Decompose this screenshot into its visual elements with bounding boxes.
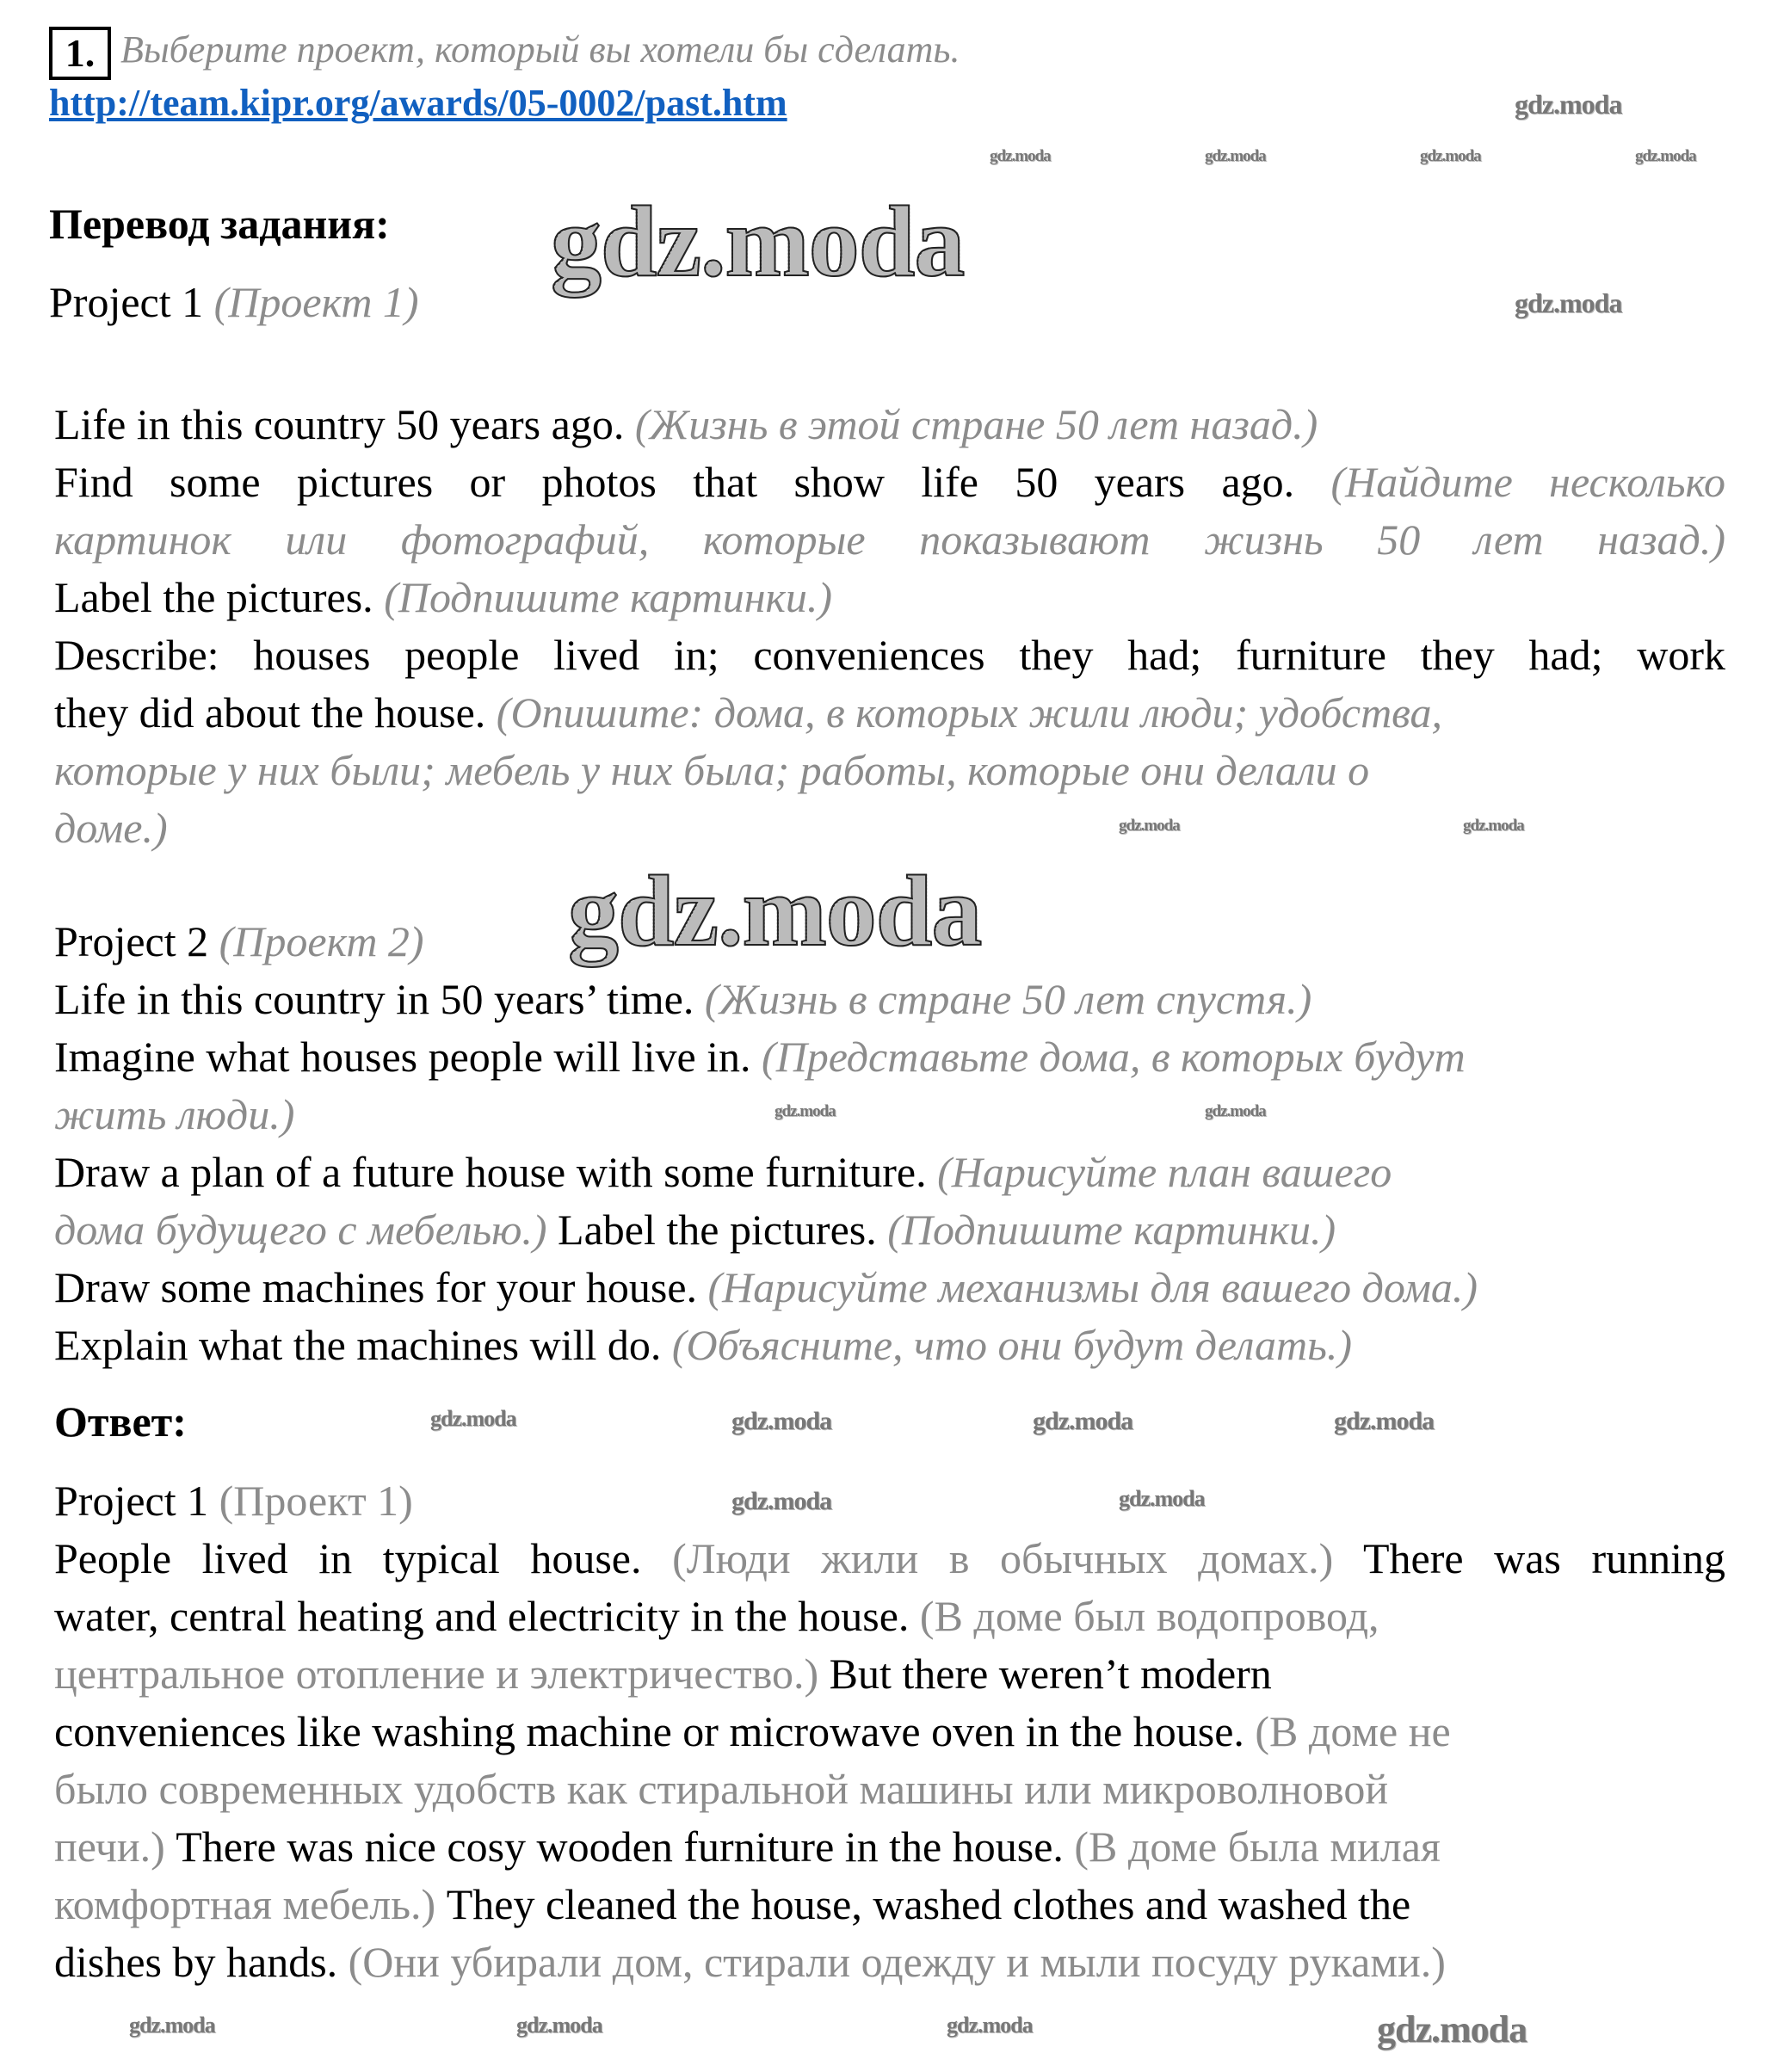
text-line	[54, 569, 1725, 626]
watermark: gdz.moda	[731, 1407, 832, 1435]
english-text: Project 2	[54, 917, 219, 965]
answer-heading: Ответ:	[54, 1397, 187, 1446]
russian-translation: центральное отопление и электричество.)	[54, 1650, 830, 1698]
text-line	[54, 1818, 1725, 1876]
watermark: gdz.moda	[990, 147, 1051, 165]
text-line	[54, 1317, 1725, 1374]
watermark: gdz.moda	[731, 1487, 832, 1515]
watermark-large: gdz.moda	[551, 185, 965, 298]
russian-translation: (Жизнь в этой стране 50 лет назад.)	[634, 400, 1318, 448]
english-text: conveniences like washing machine or microwave oven in the house.	[54, 1707, 1256, 1755]
text-line	[54, 511, 1725, 569]
english-text: Label the pictures.	[54, 573, 385, 621]
watermark: gdz.moda	[1515, 89, 1622, 120]
russian-translation: (Представьте дома, в которых будут	[762, 1033, 1466, 1081]
english-text: Describe: houses people lived in; conveniences they had; furniture they had; work	[54, 631, 1725, 679]
translation-heading: Перевод задания:	[49, 200, 390, 248]
russian-translation: (Они убирали дом, стирали одежду и мыли посуду руками.)	[348, 1938, 1446, 1986]
russian-translation: (В доме был водопровод,	[919, 1592, 1379, 1640]
russian-translation: (Подпишите картинки.)	[384, 573, 833, 621]
watermark: gdz.moda	[1205, 147, 1266, 165]
russian-translation: (Проект 1)	[219, 1477, 413, 1525]
watermark: gdz.moda	[1377, 2008, 1527, 2050]
english-text: There was running	[1362, 1534, 1725, 1582]
text-line	[54, 1144, 1725, 1201]
russian-translation: (В доме была милая	[1074, 1822, 1441, 1871]
watermark: gdz.moda	[430, 1406, 516, 1431]
english-text: Label the pictures.	[558, 1206, 888, 1254]
watermark: gdz.moda	[129, 2013, 215, 2038]
english-text: water, central heating and electricity in the house.	[54, 1592, 920, 1640]
text-line	[54, 453, 1725, 511]
russian-translation: (Жизнь в стране 50 лет спустя.)	[704, 975, 1312, 1023]
text-line	[54, 684, 1725, 742]
english-text: Draw some machines for your house.	[54, 1263, 708, 1311]
task-link[interactable]: http://team.kipr.org/awards/05-0002/past.htm	[49, 82, 787, 124]
russian-translation: (Подпишите картинки.)	[887, 1206, 1336, 1254]
watermark: gdz.moda	[1119, 817, 1180, 835]
russian-translation: (Нарисуйте механизмы для вашего дома.)	[707, 1263, 1478, 1311]
english-text: Project 1	[49, 278, 214, 326]
english-text: There was nice cosy wooden furniture in the house.	[176, 1822, 1075, 1871]
watermark: gdz.moda	[1205, 1102, 1266, 1120]
watermark-large: gdz.moda	[568, 854, 982, 967]
answer-text	[54, 1472, 1725, 1991]
text-line	[54, 1876, 1725, 1933]
project2-task-text	[54, 913, 1725, 1374]
watermark: gdz.moda	[1334, 1407, 1435, 1435]
watermark: gdz.moda	[1635, 147, 1696, 165]
russian-translation: (Опишите: дома, в которых жили люди; удобства,	[496, 688, 1443, 737]
english-text: Imagine what houses people will live in.	[54, 1033, 762, 1081]
russian-translation: (В доме не	[1255, 1707, 1451, 1755]
russian-translation: (Проект 2)	[219, 917, 424, 965]
russian-translation: доме.)	[54, 804, 168, 852]
english-text: Life in this country 50 years ago.	[54, 400, 635, 448]
text-line	[54, 1028, 1725, 1086]
english-text: Project 1	[54, 1477, 219, 1525]
watermark: gdz.moda	[516, 2013, 602, 2038]
text-line	[54, 742, 1725, 799]
watermark: gdz.moda	[1463, 817, 1524, 835]
russian-translation: (Проект 1)	[213, 278, 419, 326]
english-text: People lived in typical house.	[54, 1534, 673, 1582]
text-line	[54, 1530, 1725, 1588]
russian-translation: (Нарисуйте план вашего	[937, 1148, 1392, 1196]
watermark: gdz.moda	[1420, 147, 1481, 165]
text-line	[54, 1933, 1725, 1991]
text-line	[54, 1645, 1725, 1703]
text-line	[54, 971, 1725, 1028]
russian-translation: печи.)	[54, 1822, 176, 1871]
english-text: Find some pictures or photos that show life 50 years ago.	[54, 458, 1331, 506]
russian-translation: дома будущего с мебелью.)	[54, 1206, 559, 1254]
russian-translation: (Люди жили в обычных домах.)	[672, 1534, 1363, 1582]
watermark: gdz.moda	[947, 2013, 1033, 2038]
text-line	[54, 1259, 1725, 1317]
project1-task-text	[54, 396, 1725, 857]
text-line	[54, 1086, 1725, 1144]
watermark: gdz.moda	[775, 1102, 836, 1120]
english-text: dishes by hands.	[54, 1938, 349, 1986]
text-line	[54, 626, 1725, 684]
english-text: Explain what the machines will do.	[54, 1321, 672, 1369]
text-line	[54, 1703, 1725, 1761]
task-instruction: Выберите проект, который вы хотели бы сделать.	[120, 28, 960, 71]
text-line	[54, 1472, 1725, 1530]
english-text: they did about the house.	[54, 688, 497, 737]
russian-translation: (Объясните, что они будут делать.)	[671, 1321, 1353, 1369]
english-text: But there weren’t modern	[829, 1650, 1272, 1698]
watermark: gdz.moda	[1033, 1407, 1133, 1435]
russian-translation: которые у них были; мебель у них была; работы, которые они делали о	[54, 746, 1370, 794]
text-line	[54, 1761, 1725, 1818]
english-text: Draw a plan of a future house with some furniture.	[54, 1148, 938, 1196]
task-number: 1.	[49, 27, 111, 80]
text-line	[54, 396, 1725, 453]
watermark: gdz.moda	[1119, 1486, 1205, 1511]
watermark: gdz.moda	[1515, 287, 1622, 318]
text-line	[54, 1201, 1725, 1259]
russian-translation: (Найдите несколько	[1330, 458, 1725, 506]
text-line	[54, 1588, 1725, 1645]
english-text: Life in this country in 50 years’ time.	[54, 975, 705, 1023]
russian-translation: было современных удобств как стиральной машины или микроволновой	[54, 1765, 1389, 1813]
russian-translation: комфортная мебель.)	[54, 1880, 447, 1928]
english-text: They cleaned the house, washed clothes and washed the	[446, 1880, 1411, 1928]
russian-translation: картинок или фотографий, которые показывают жизнь 50 лет назад.)	[54, 515, 1725, 564]
russian-translation: жить люди.)	[54, 1090, 295, 1138]
